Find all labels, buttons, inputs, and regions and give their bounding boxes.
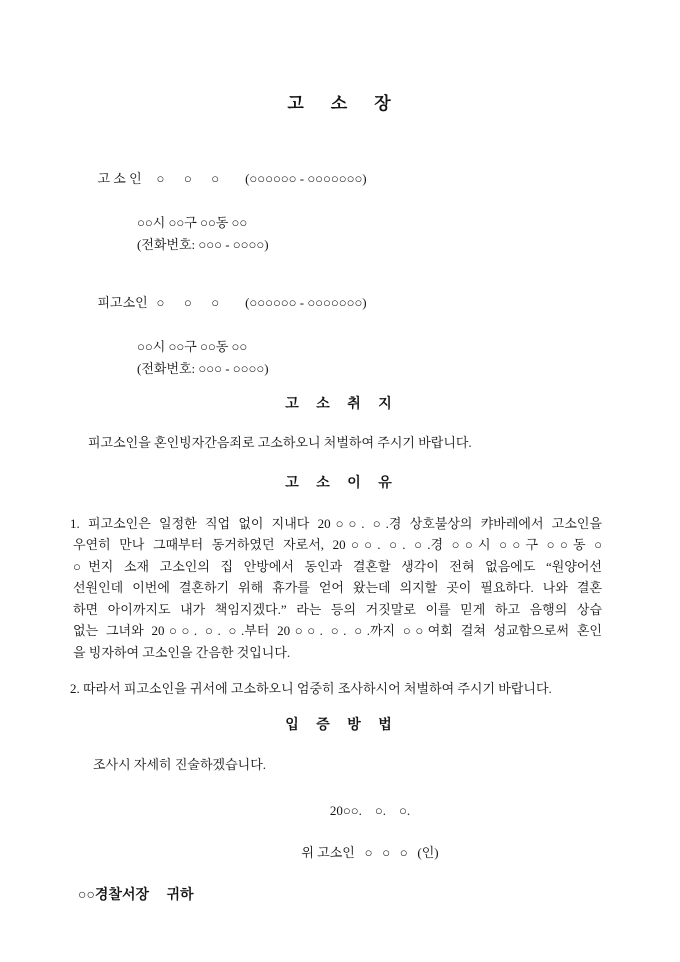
complainant-address: ○○시 ○○구 ○○동 ○○ <box>137 215 248 230</box>
evidence-body: 조사시 자세히 진술하겠습니다. <box>93 756 267 772</box>
complainant-name-row <box>78 146 602 212</box>
paragraph-line: 1. 피고소인은 일정한 직업 없이 지내다 20○○. ○.경 상호불상의 캬바레에서 고소인을 <box>70 515 603 531</box>
evidence-heading: 입 증 방 법 <box>285 717 395 733</box>
document-title: 고 소 장 <box>287 94 393 113</box>
purpose-body: 피고소인을 혼인빙자간음죄로 고소하오니 처벌하여 주시기 바랍니다. <box>88 435 472 450</box>
paragraph-line: ○번지 소재 고소인의 집 안방에서 동인과 결혼할 생각이 전혀 없음에도 “원양어선 <box>73 558 602 574</box>
accused-phone: (전화번호: ○○○ - ○○○○) <box>137 361 269 376</box>
paragraph-line: 을 빙자하여 고소인을 간음한 것입니다. <box>73 644 291 660</box>
reason-item-2 <box>70 678 602 700</box>
purpose-heading: 고 소 취 지 <box>285 397 395 412</box>
recipient-line: ○○경찰서장 귀하 <box>78 888 194 903</box>
closing-block <box>78 800 602 863</box>
complainant-name: ○ ○ ○ <box>156 171 220 186</box>
paragraph-line: 2. 따라서 피고소인을 귀서에 고소하오니 엄중히 조사하시어 처벌하여 주시기 바랍니다. <box>70 681 552 696</box>
paragraph-number: 1. <box>70 515 88 531</box>
paragraph-number: 2. <box>70 681 83 696</box>
accused-name: ○ ○ ○ <box>156 295 220 310</box>
reason-heading: 고 소 이 유 <box>285 475 395 491</box>
accused-name-row <box>78 270 602 336</box>
paragraph-line: 선원인데 이번에 결혼하기 위해 휴가를 얻어 왔는데 의지할 곳이 필요하다. 나와 결혼 <box>73 580 602 595</box>
complainant-block <box>78 146 602 256</box>
accused-label: 피고소인 <box>97 295 148 310</box>
complainant-id-number: (○○○○○○ - ○○○○○○○) <box>245 171 367 186</box>
closing-date: 20○○. ○. ○. <box>329 803 411 818</box>
accused-id-number: (○○○○○○ - ○○○○○○○) <box>245 295 367 310</box>
complainant-label: 고 소 인 <box>97 171 142 186</box>
accused-address: ○○시 ○○구 ○○동 ○○ <box>137 339 248 354</box>
paragraph-line: 하면 아이까지도 내가 책임지겠다.” 라는 등의 거짓말로 이를 믿게 하고 음행의 상습 <box>73 601 602 617</box>
reason-item-1 <box>70 513 602 664</box>
paragraph-line: 우연히 만나 그때부터 동거하였던 자로서, 20○○. ○. ○.경 ○○시 ○○구 ○○동 ○ <box>73 537 602 552</box>
paragraph-line: 없는 그녀와 20○○. ○. ○.부터 20○○. ○. ○.까지 ○○여회 걸쳐 성교함으로써 혼인 <box>73 623 602 638</box>
closing-signature: 위 고소인 ○ ○ ○ (인) <box>301 844 439 860</box>
complainant-phone: (전화번호: ○○○ - ○○○○) <box>137 237 269 252</box>
accused-block <box>78 270 602 380</box>
